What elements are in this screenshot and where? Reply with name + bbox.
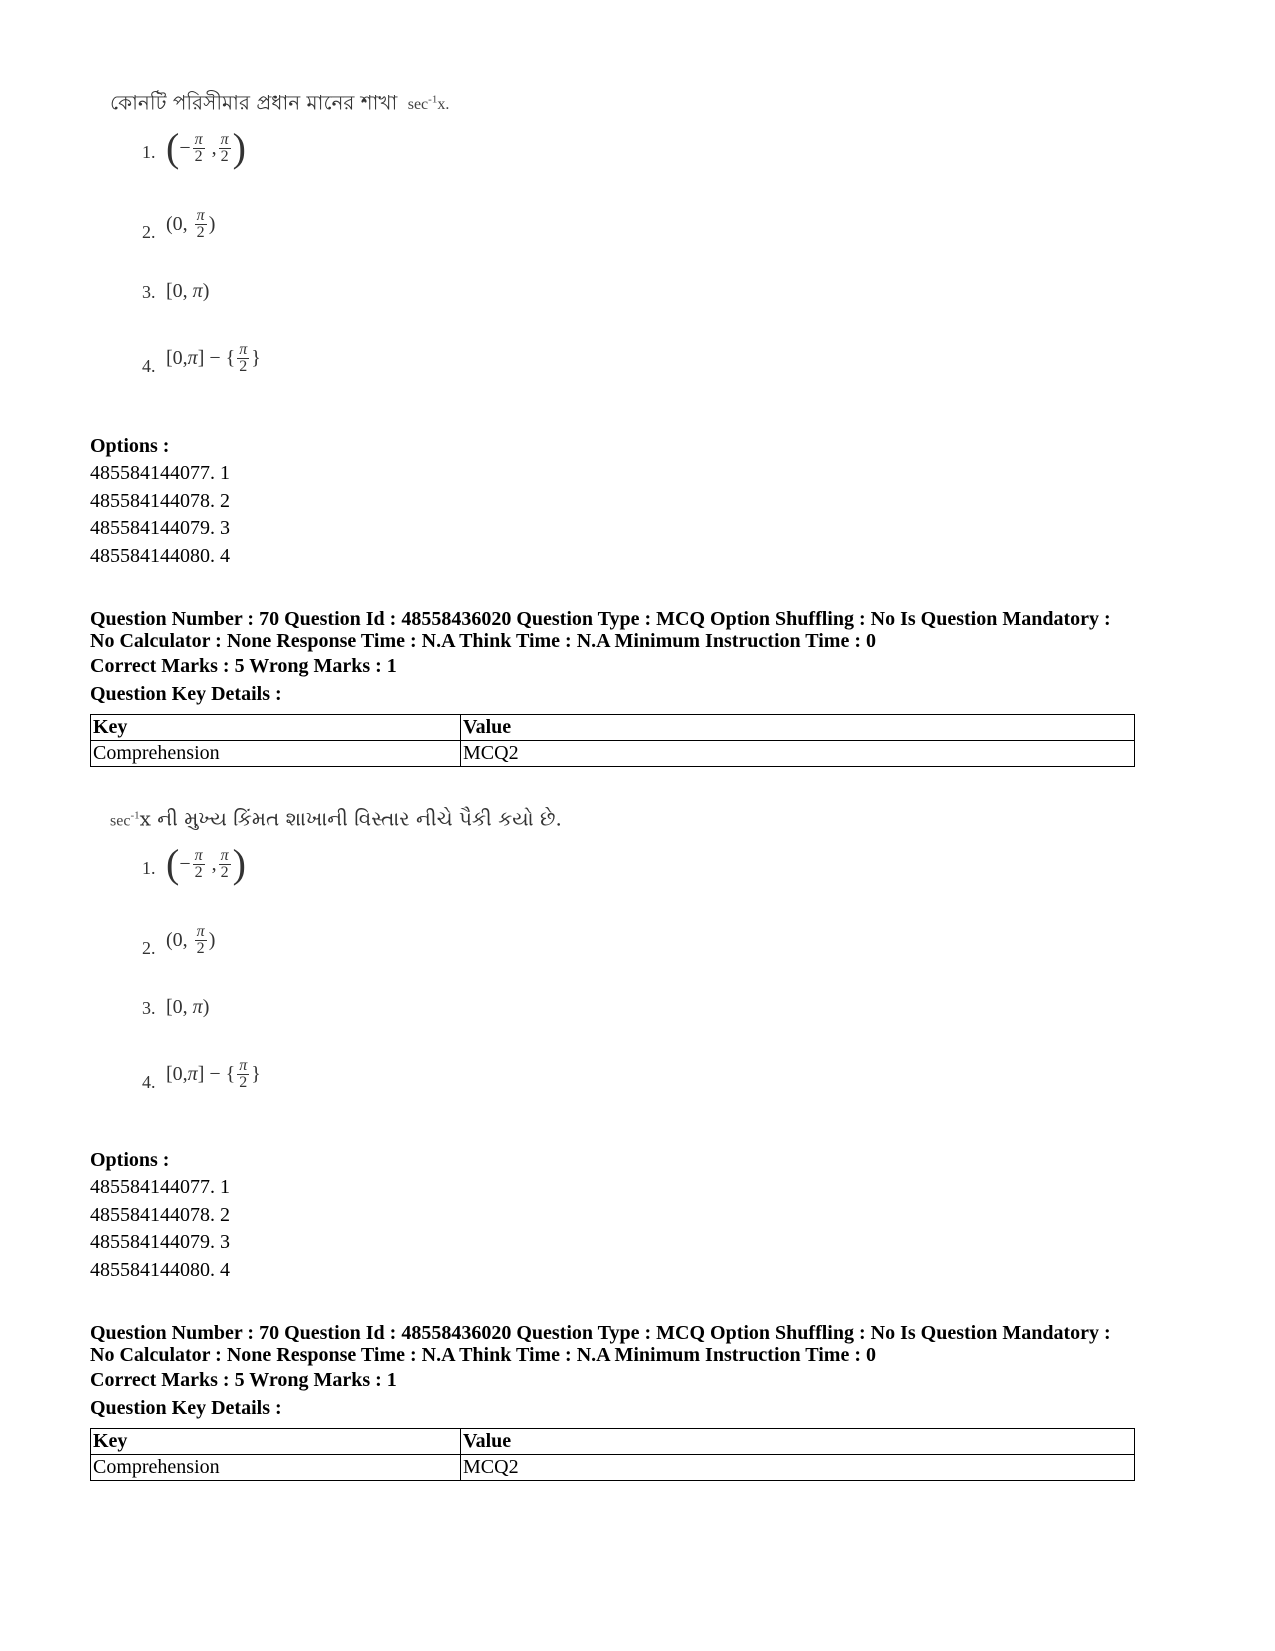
choice-expr: [0, π ): [166, 280, 210, 302]
table-cell-key: Comprehension: [91, 741, 461, 767]
choice-num: 3.: [142, 282, 156, 302]
choice-expr: [0, π ): [166, 996, 210, 1018]
table-header-value: Value: [461, 715, 1135, 741]
option-line: 485584144077. 1: [90, 462, 230, 484]
option-line: 485584144080. 4: [90, 1258, 230, 1281]
choice-num: 3.: [142, 998, 156, 1018]
choice-expr: ( − $\frac{\pi}{2}$ , $\frac{\pi}{2}$ ): [166, 841, 246, 886]
choice-expr: (0, $\frac{\pi}{2}$ ): [166, 923, 216, 957]
choice-num: 4.: [142, 356, 156, 376]
question-metadata: [90, 1322, 1135, 1422]
table-row: [91, 741, 1135, 767]
question-text: [110, 80, 830, 120]
marks-line: Correct Marks : 5 Wrong Marks : 1: [90, 655, 397, 677]
choice-num: 2.: [142, 938, 156, 958]
options-section: [90, 1146, 1135, 1284]
choice-1: [142, 841, 830, 918]
choice-num: 1.: [142, 142, 156, 162]
sec-label: sec: [110, 812, 131, 830]
option-line: 485584144077. 1: [90, 1176, 230, 1198]
key-details-label: Question Key Details :: [90, 1397, 282, 1419]
table-header-row: [91, 715, 1135, 741]
table-header-key: Key: [91, 715, 461, 741]
choice-3: [142, 276, 830, 338]
choice-expr: (0, $\frac{\pi}{2}$ ): [166, 207, 216, 241]
marks-line: Correct Marks : 5 Wrong Marks : 1: [90, 1369, 397, 1391]
meta-line-1: Question Number : 70 Question Id : 48558436020 Question Type : MCQ Option Shuffling : No Is Question Mandatory :: [90, 608, 1111, 630]
choice-num: 4.: [142, 1072, 156, 1092]
question-sec: $\sec^{-1}x$.: [407, 94, 450, 114]
choice-3: [142, 992, 830, 1054]
question-image-bengali: [110, 80, 830, 412]
table-cell-value: MCQ2: [461, 1455, 1135, 1481]
meta-line-2: No Calculator : None Response Time : N.A Think Time : N.A Minimum Instruction Time : 0: [90, 630, 876, 652]
sec-label: sec: [407, 96, 429, 114]
choice-num: 1.: [142, 858, 156, 878]
key-details-label: Question Key Details :: [90, 683, 282, 705]
options-label: Options :: [90, 1149, 170, 1171]
question-text: $\sec^{-1}x$ ની મુખ્ય કિંમત શાખાની વિસ્તાર નીચે પૈકી કયો છે.: [110, 806, 562, 831]
option-line: 485584144080. 4: [90, 544, 230, 567]
table-header-key: Key: [91, 1429, 461, 1455]
table-cell-value: MCQ2: [461, 741, 1135, 767]
key-details-table: [90, 714, 1135, 767]
table-cell-key: Comprehension: [91, 1455, 461, 1481]
question-text-body: কোনটি পরিসীমার প্রধান মানের শাখা: [110, 90, 398, 115]
choice-1: [142, 125, 830, 202]
choice-label: [0, 0, 1, 1]
choice-2: [142, 918, 830, 992]
choice-4: [142, 1054, 830, 1128]
options-label: Options :: [90, 435, 170, 457]
choice-2: [142, 202, 830, 276]
choice-expr: [0, π ] − { $\frac{\pi}{2}$ }: [166, 341, 261, 375]
question-image-gujarati: [110, 796, 830, 1128]
sec-tail: x.: [437, 96, 450, 114]
question-metadata: [90, 608, 1135, 708]
choice-expr: [0, π ] − { $\frac{\pi}{2}$ }: [166, 1057, 261, 1091]
option-line: 485584144079. 3: [90, 517, 230, 539]
option-line: 485584144079. 3: [90, 1231, 230, 1253]
question-text-body: x ની મુખ્ય કિંમત શાખાની વિસ્તાર નીચે પૈકી કયો છે.: [139, 806, 562, 831]
choice-num: 2.: [142, 222, 156, 242]
table-row: [91, 1455, 1135, 1481]
choice-4: [142, 338, 830, 412]
key-details-table: [90, 1428, 1135, 1481]
table-header-value: Value: [461, 1429, 1135, 1455]
choice-expr: ( − $\frac{\pi}{2}$ , $\frac{\pi}{2}$ ): [166, 125, 246, 170]
options-section: [90, 432, 1135, 570]
meta-line-1: Question Number : 70 Question Id : 48558436020 Question Type : MCQ Option Shuffling : No Is Question Mandatory :: [90, 1322, 1111, 1344]
option-line: 485584144078. 2: [90, 489, 230, 512]
table-header-row: [91, 1429, 1135, 1455]
meta-line-2: No Calculator : None Response Time : N.A Think Time : N.A Minimum Instruction Time : 0: [90, 1344, 876, 1366]
option-line: 485584144078. 2: [90, 1203, 230, 1226]
